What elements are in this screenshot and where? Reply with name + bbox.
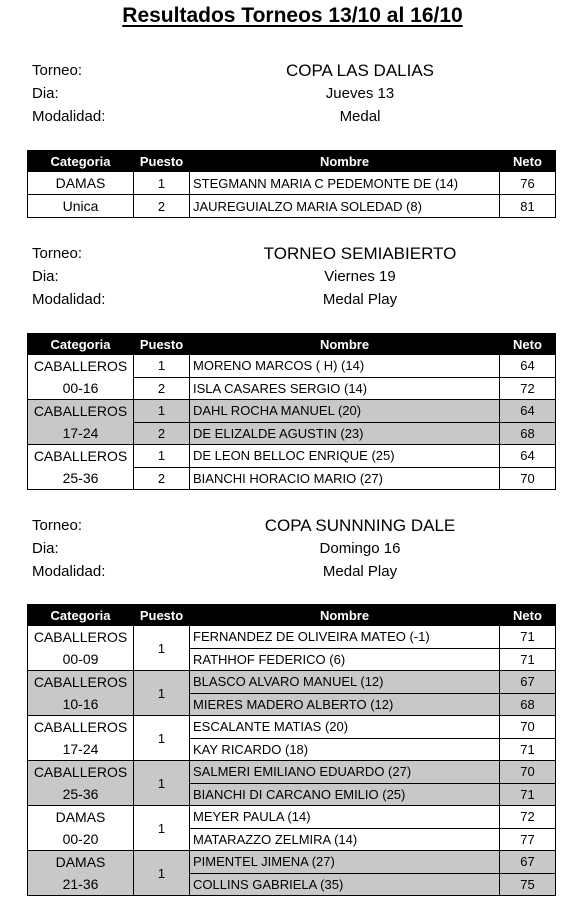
tournament-info-1 [30,59,560,128]
torneo-value: TORNEO SEMIABIERTO [263,244,457,263]
dia-value: Jueves 13 [325,85,395,102]
puesto-cell: 1 [134,806,190,851]
table-row [28,671,556,694]
categoria-cell: 25-36 [28,783,134,806]
dia-row [30,537,560,560]
tournament-info-3 [30,514,560,583]
header-neto: Neto [500,151,556,172]
results-table-3 [27,604,556,896]
categoria-cell: CABALLEROS [28,716,134,739]
neto-cell: 70 [500,716,556,739]
header-neto: Neto [500,605,556,626]
nombre-cell: KAY RICARDO (18) [190,738,500,761]
categoria-cell: DAMAS [28,806,134,829]
modalidad-row [30,560,560,583]
header-nombre: Nombre [190,334,500,355]
neto-cell: 72 [500,806,556,829]
table-row [28,851,556,874]
header-categoria: Categoria [28,605,134,626]
results-table-1 [27,150,556,218]
nombre-cell: MATARAZZO ZELMIRA (14) [190,828,500,851]
modalidad-row [30,288,560,311]
neto-cell: 77 [500,828,556,851]
header-nombre: Nombre [190,605,500,626]
categoria-cell: CABALLEROS [28,761,134,784]
nombre-cell: COLLINS GABRIELA (35) [190,873,500,896]
table-header [28,151,556,172]
dia-row [30,265,560,288]
neto-cell: 67 [500,671,556,694]
neto-cell: 81 [500,195,556,218]
table-row [28,716,556,739]
categoria-cell: 00-16 [28,377,134,400]
dia-label: Dia: [32,85,59,102]
table-row [28,828,556,851]
table-header [28,605,556,626]
nombre-cell: SALMERI EMILIANO EDUARDO (27) [190,761,500,784]
table-row [28,467,556,490]
neto-cell: 70 [500,761,556,784]
categoria-cell: CABALLEROS [28,626,134,649]
table-row [28,422,556,445]
nombre-cell: BIANCHI HORACIO MARIO (27) [190,467,500,490]
modalidad-label: Modalidad: [32,291,106,308]
modalidad-value: Medal Play [322,291,398,308]
nombre-cell: DE LEON BELLOC ENRIQUE (25) [190,445,500,468]
categoria-cell: 25-36 [28,467,134,490]
torneo-row [30,59,560,82]
puesto-cell: 2 [134,422,190,445]
puesto-cell: 1 [134,355,190,378]
table-row [28,693,556,716]
page-title-text: Resultados Torneos 13/10 al 16/10 [122,4,463,27]
modalidad-label: Modalidad: [32,108,106,125]
header-neto: Neto [500,334,556,355]
modalidad-value: Medal Play [322,563,398,580]
neto-cell: 68 [500,422,556,445]
neto-cell: 64 [500,400,556,423]
table-row [28,445,556,468]
neto-cell: 71 [500,648,556,671]
nombre-cell: ISLA CASARES SERGIO (14) [190,377,500,400]
puesto-cell: 1 [134,671,190,716]
categoria-cell: CABALLEROS [28,671,134,694]
neto-cell: 71 [500,738,556,761]
neto-cell: 75 [500,873,556,896]
neto-cell: 64 [500,355,556,378]
nombre-cell: FERNANDEZ DE OLIVEIRA MATEO (-1) [190,626,500,649]
categoria-cell: DAMAS [28,172,134,195]
categoria-cell: 00-20 [28,828,134,851]
categoria-cell: CABALLEROS [28,400,134,423]
table-row [28,783,556,806]
categoria-cell: 17-24 [28,738,134,761]
table-row [28,761,556,784]
categoria-cell: 21-36 [28,873,134,896]
torneo-row [30,514,560,537]
categoria-cell: CABALLEROS [28,445,134,468]
neto-cell: 64 [500,445,556,468]
nombre-cell: PIMENTEL JIMENA (27) [190,851,500,874]
nombre-cell: BIANCHI DI CARCANO EMILIO (25) [190,783,500,806]
torneo-row [30,242,560,265]
header-puesto: Puesto [134,151,190,172]
neto-cell: 71 [500,626,556,649]
table-row [28,195,556,218]
puesto-cell: 1 [134,716,190,761]
modalidad-row [30,105,560,128]
puesto-cell: 1 [134,400,190,423]
dia-label: Dia: [32,268,59,285]
header-nombre: Nombre [190,151,500,172]
categoria-cell: 10-16 [28,693,134,716]
nombre-cell: MIERES MADERO ALBERTO (12) [190,693,500,716]
nombre-cell: STEGMANN MARIA C PEDEMONTE DE (14) [190,172,500,195]
puesto-cell: 2 [134,195,190,218]
puesto-cell: 2 [134,467,190,490]
table-row [28,355,556,378]
nombre-cell: MEYER PAULA (14) [190,806,500,829]
puesto-cell: 1 [134,626,190,671]
nombre-cell: MORENO MARCOS ( H) (14) [190,355,500,378]
header-categoria: Categoria [28,334,134,355]
torneo-value: COPA LAS DALIAS [285,61,435,80]
neto-cell: 67 [500,851,556,874]
puesto-cell: 1 [134,761,190,806]
table-row [28,172,556,195]
puesto-cell: 1 [134,851,190,896]
nombre-cell: DE ELIZALDE AGUSTIN (23) [190,422,500,445]
neto-cell: 68 [500,693,556,716]
nombre-cell: JAUREGUIALZO MARIA SOLEDAD (8) [190,195,500,218]
categoria-cell: 00-09 [28,648,134,671]
neto-cell: 72 [500,377,556,400]
categoria-cell: CABALLEROS [28,355,134,378]
table-row [28,377,556,400]
table-row [28,738,556,761]
header-puesto: Puesto [134,605,190,626]
categoria-cell: DAMAS [28,851,134,874]
torneo-value: COPA SUNNNING DALE [264,516,456,535]
torneo-label: Torneo: [32,517,83,534]
dia-value: Domingo 16 [319,540,401,557]
dia-row [30,82,560,105]
categoria-cell: 17-24 [28,422,134,445]
torneo-label: Torneo: [32,245,83,262]
header-categoria: Categoria [28,151,134,172]
results-table-2 [27,333,556,490]
table-row [28,873,556,896]
table-header [28,334,556,355]
nombre-cell: RATHHOF FEDERICO (6) [190,648,500,671]
nombre-cell: DAHL ROCHA MANUEL (20) [190,400,500,423]
table-row [28,648,556,671]
modalidad-label: Modalidad: [32,563,106,580]
neto-cell: 70 [500,467,556,490]
table-row [28,806,556,829]
dia-value: Viernes 19 [324,268,396,285]
header-puesto: Puesto [134,334,190,355]
neto-cell: 76 [500,172,556,195]
modalidad-value: Medal [339,108,381,125]
page-title [0,4,585,28]
torneo-label: Torneo: [32,62,83,79]
dia-label: Dia: [32,540,59,557]
table-row [28,626,556,649]
neto-cell: 71 [500,783,556,806]
table-row [28,400,556,423]
nombre-cell: BLASCO ALVARO MANUEL (12) [190,671,500,694]
puesto-cell: 1 [134,445,190,468]
nombre-cell: ESCALANTE MATIAS (20) [190,716,500,739]
puesto-cell: 1 [134,172,190,195]
puesto-cell: 2 [134,377,190,400]
tournament-info-2 [30,242,560,311]
categoria-cell: Unica [28,195,134,218]
